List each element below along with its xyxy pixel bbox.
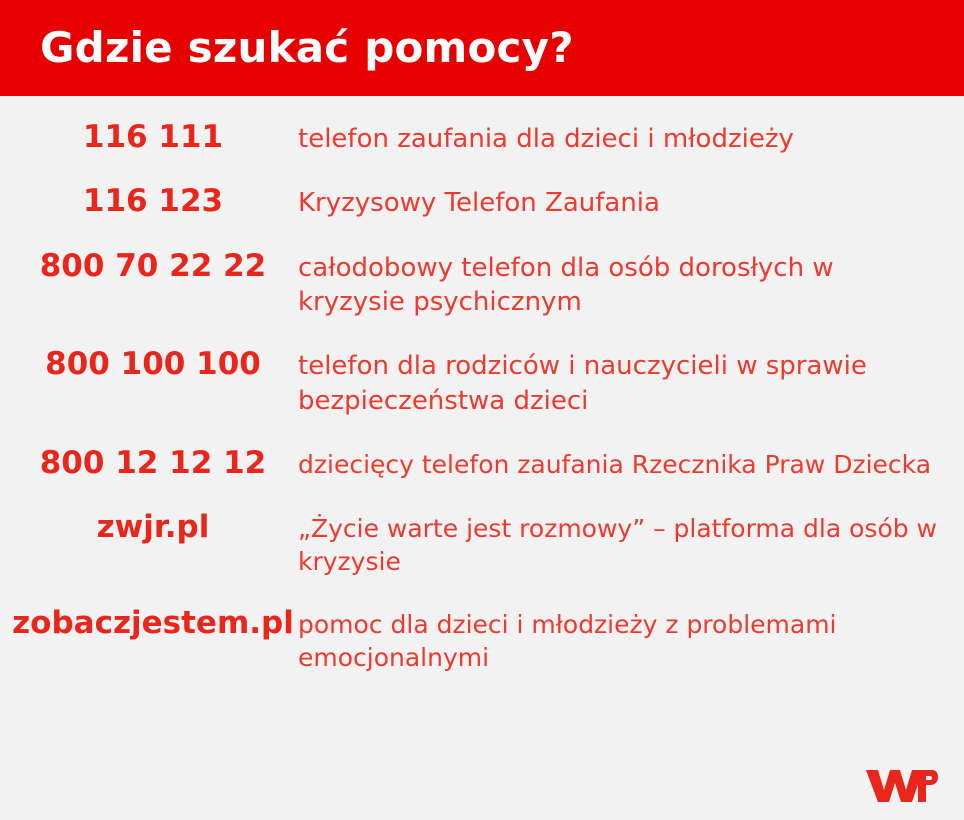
list-item <box>0 182 964 220</box>
list-item <box>0 118 964 156</box>
row-spacer <box>0 578 964 604</box>
row-spacer <box>0 156 964 182</box>
list-item <box>0 508 964 578</box>
helpline-list <box>0 96 964 820</box>
wp-logo <box>864 764 938 804</box>
list-item <box>0 247 964 320</box>
contact-number: 800 12 12 12 <box>39 444 267 481</box>
list-item <box>0 604 964 674</box>
list-item <box>0 444 964 482</box>
wp-logo-icon <box>864 764 938 804</box>
contact-number: zobaczjestem.pl <box>12 604 294 641</box>
header-bar <box>0 0 964 96</box>
contact-description: Kryzysowy Telefon Zaufania <box>298 188 660 219</box>
contact-number: 800 100 100 <box>45 346 261 383</box>
contact-description: telefon zaufania dla dzieci i młodzieży <box>298 124 794 154</box>
list-item <box>0 345 964 418</box>
contact-description: pomoc dla dzieci i młodzieży z problemami emocjonalnymi <box>298 609 837 672</box>
row-spacer <box>0 319 964 345</box>
contact-description: telefon dla rodziców i nauczycieli w sprawie bezpieczeństwa dzieci <box>298 351 867 416</box>
contact-number: zwjr.pl <box>96 508 210 545</box>
contact-number: 116 111 <box>82 119 224 155</box>
contact-description: całodobowy telefon dla osób dorosłych w kryzysie psychicznym <box>298 252 834 317</box>
row-spacer <box>0 418 964 444</box>
row-spacer <box>0 482 964 508</box>
contact-description: „Życie warte jest rozmowy” – platforma dla osób w kryzysie <box>298 513 938 576</box>
contact-number: 116 123 <box>82 183 224 220</box>
page-title: Gdzie szukać pomocy? <box>40 22 574 72</box>
contact-number: 800 70 22 22 <box>39 247 267 284</box>
bottom-strip <box>0 816 964 820</box>
row-spacer <box>0 221 964 247</box>
contact-description: dziecięcy telefon zaufania Rzecznika Praw Dziecka <box>298 449 932 479</box>
